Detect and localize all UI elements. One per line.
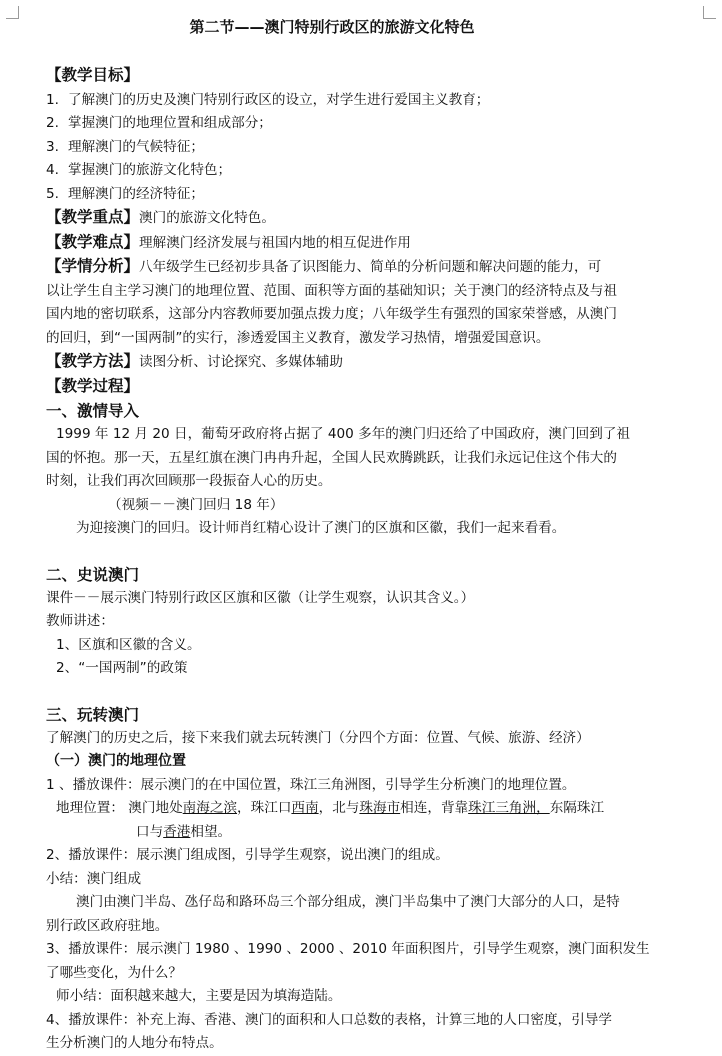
- goal-number: 3.: [46, 138, 59, 155]
- geo-text: ，珠江口: [237, 800, 292, 816]
- process-heading: 【教学过程】: [46, 376, 140, 395]
- goals-heading: 【教学目标】: [46, 66, 140, 84]
- spacer: [46, 541, 658, 563]
- summary-label: 小结：澳门组成: [46, 870, 142, 887]
- goal-item: [46, 112, 658, 136]
- part1-video-note: （视频－－澳门回归 18 年）: [108, 496, 284, 513]
- analysis-heading: 【学情分析】: [46, 257, 140, 275]
- goal-number: 1.: [46, 91, 59, 108]
- method-heading: 【教学方法】: [46, 352, 140, 370]
- summary-line: 别行政区政府驻地。: [46, 917, 169, 934]
- analysis-line: 国内地的密切联系，这部分内容教师要加强点拨力度；八年级学生有强烈的国家荣誉感，从澳门: [46, 306, 617, 322]
- part3-item: 4、播放课件：补充上海、香港、澳门的面积和人口总数的表格，计算三地的人口密度，引导学: [46, 1011, 612, 1028]
- geo-text: ，北与: [318, 800, 360, 816]
- geo-text: 东隔珠江: [549, 800, 605, 816]
- goal-text: 了解澳门的历史及澳门特别行政区的设立，对学生进行爱国主义教育；: [68, 91, 490, 108]
- geo-underlined: 珠海市: [359, 800, 401, 816]
- geo-location-line2: [46, 821, 658, 845]
- geo-underlined: 西南: [291, 800, 319, 816]
- goal-text: 理解澳门的经济特征；: [68, 185, 204, 202]
- geo-text: 口与: [136, 823, 164, 840]
- goal-item: [46, 136, 658, 160]
- goal-item: [46, 183, 658, 207]
- geo-underlined: 香港: [163, 823, 191, 840]
- key-text: 澳门的旅游文化特色。: [139, 210, 275, 226]
- key-heading: 【教学重点】: [46, 208, 140, 226]
- document-page: [46, 14, 658, 1056]
- spacer: [46, 681, 658, 703]
- geo-underlined: 南海之滨: [182, 800, 238, 816]
- part3-heading: 三、玩转澳门: [46, 705, 140, 724]
- part3-item: 了哪些变化，为什么？: [46, 964, 182, 981]
- method-text: 读图分析、讨论探究、多媒体辅助: [139, 354, 343, 370]
- process-point: [46, 375, 658, 400]
- goal-text: 掌握澳门的地理位置和组成部分；: [68, 115, 272, 131]
- analysis-line: 以让学生自主学习澳门的地理位置、范围、面积等方面的基础知识；关于澳门的经济特点及与祖: [46, 282, 617, 299]
- part3-intro: 了解澳门的历史之后，接下来我们就去玩转澳门（分四个方面：位置、气候、旅游、经济）: [46, 729, 590, 746]
- geo-text: 相连，背靠: [400, 800, 469, 816]
- goal-text: 掌握澳门的旅游文化特色；: [68, 162, 232, 178]
- crop-mark-top-right: [703, 6, 716, 19]
- part1-paragraph-line: 时刻，让我们再次回顾那一段振奋人心的历史。: [46, 473, 332, 489]
- goal-item: [46, 89, 658, 113]
- goal-number: 4.: [46, 162, 59, 178]
- analysis-line: [46, 255, 658, 280]
- goals-section: [46, 64, 658, 89]
- difficulty-text: 理解澳门经济发展与祖国内地的相互促进作用: [139, 234, 411, 251]
- part2-list-item: 2、“一国两制”的政策: [56, 660, 188, 676]
- part2-heading: 二、史说澳门: [46, 565, 140, 584]
- part2-list-item: 1、区旗和区徽的含义。: [56, 636, 201, 653]
- part3-item: 2、播放课件：展示澳门组成图，引导学生观察，说出澳门的组成。: [46, 847, 449, 863]
- part1-paragraph-line: 1999 年 12 月 20 日，葡萄牙政府将占据了 400 多年的澳门归还给了中国政府，澳门回到了祖: [56, 426, 630, 442]
- method-point: [46, 350, 658, 375]
- summary-line: 澳门由澳门半岛、氹仔岛和路环岛三个部分组成，澳门半岛集中了澳门大部分的人口，是特: [76, 894, 620, 910]
- geo-label: 地理位置：: [56, 800, 124, 816]
- key-point: [46, 206, 658, 231]
- geo-text: 澳门地处: [128, 800, 183, 816]
- teacher-summary: 师小结：面积越来越大，主要是因为填海造陆。: [56, 988, 342, 1004]
- goal-number: 2.: [46, 115, 59, 131]
- part2-courseware: 课件－－展示澳门特别行政区区旗和区徽（让学生观察，认识其含义。）: [46, 589, 475, 606]
- part3-item: 生分析澳门的人地分布特点。: [46, 1035, 223, 1051]
- geo-underlined: 珠江三角洲，: [468, 800, 550, 816]
- crop-mark-top-left: [6, 6, 19, 19]
- document-title: 第二节——澳门特别行政区的旅游文化特色: [189, 18, 475, 36]
- geo-location-line: [46, 797, 658, 821]
- goal-number: 5.: [46, 185, 59, 202]
- difficulty-point: [46, 231, 658, 256]
- part3-item: 3、播放课件：展示澳门 1980 、1990 、2000 、2010 年面积图片，引导学生观察，澳门面积发生: [46, 941, 650, 957]
- part2-teacher-label: 教师讲述：: [46, 613, 114, 629]
- part3-subheading: （一）澳门的地理位置: [46, 753, 186, 769]
- part1-paragraph-line: 国的怀抱。那一天，五星红旗在澳门冉冉升起，全国人民欢腾跳跃，让我们永远记住这个伟大的: [46, 449, 617, 466]
- difficulty-heading: 【教学难点】: [46, 232, 140, 251]
- part1-heading: 一、激情导入: [46, 402, 140, 420]
- goal-item: [46, 159, 658, 183]
- analysis-text: 八年级学生已经初步具备了识图能力、简单的分析问题和解决问题的能力，可: [139, 259, 602, 275]
- part1-paragraph2: 为迎接澳门的回归。设计师肖红精心设计了澳门的区旗和区徽，我们一起来看看。: [76, 520, 566, 536]
- goal-text: 理解澳门的气候特征；: [68, 138, 204, 155]
- part3-item: 1 、播放课件：展示澳门的在中国位置，珠江三角洲图，引导学生分析澳门的地理位置。: [46, 776, 576, 793]
- analysis-line: 的回归，到“一国两制”的实行，渗透爱国主义教育，激发学习热情，增强爱国意识。: [46, 329, 550, 346]
- geo-text: 相望。: [190, 823, 232, 840]
